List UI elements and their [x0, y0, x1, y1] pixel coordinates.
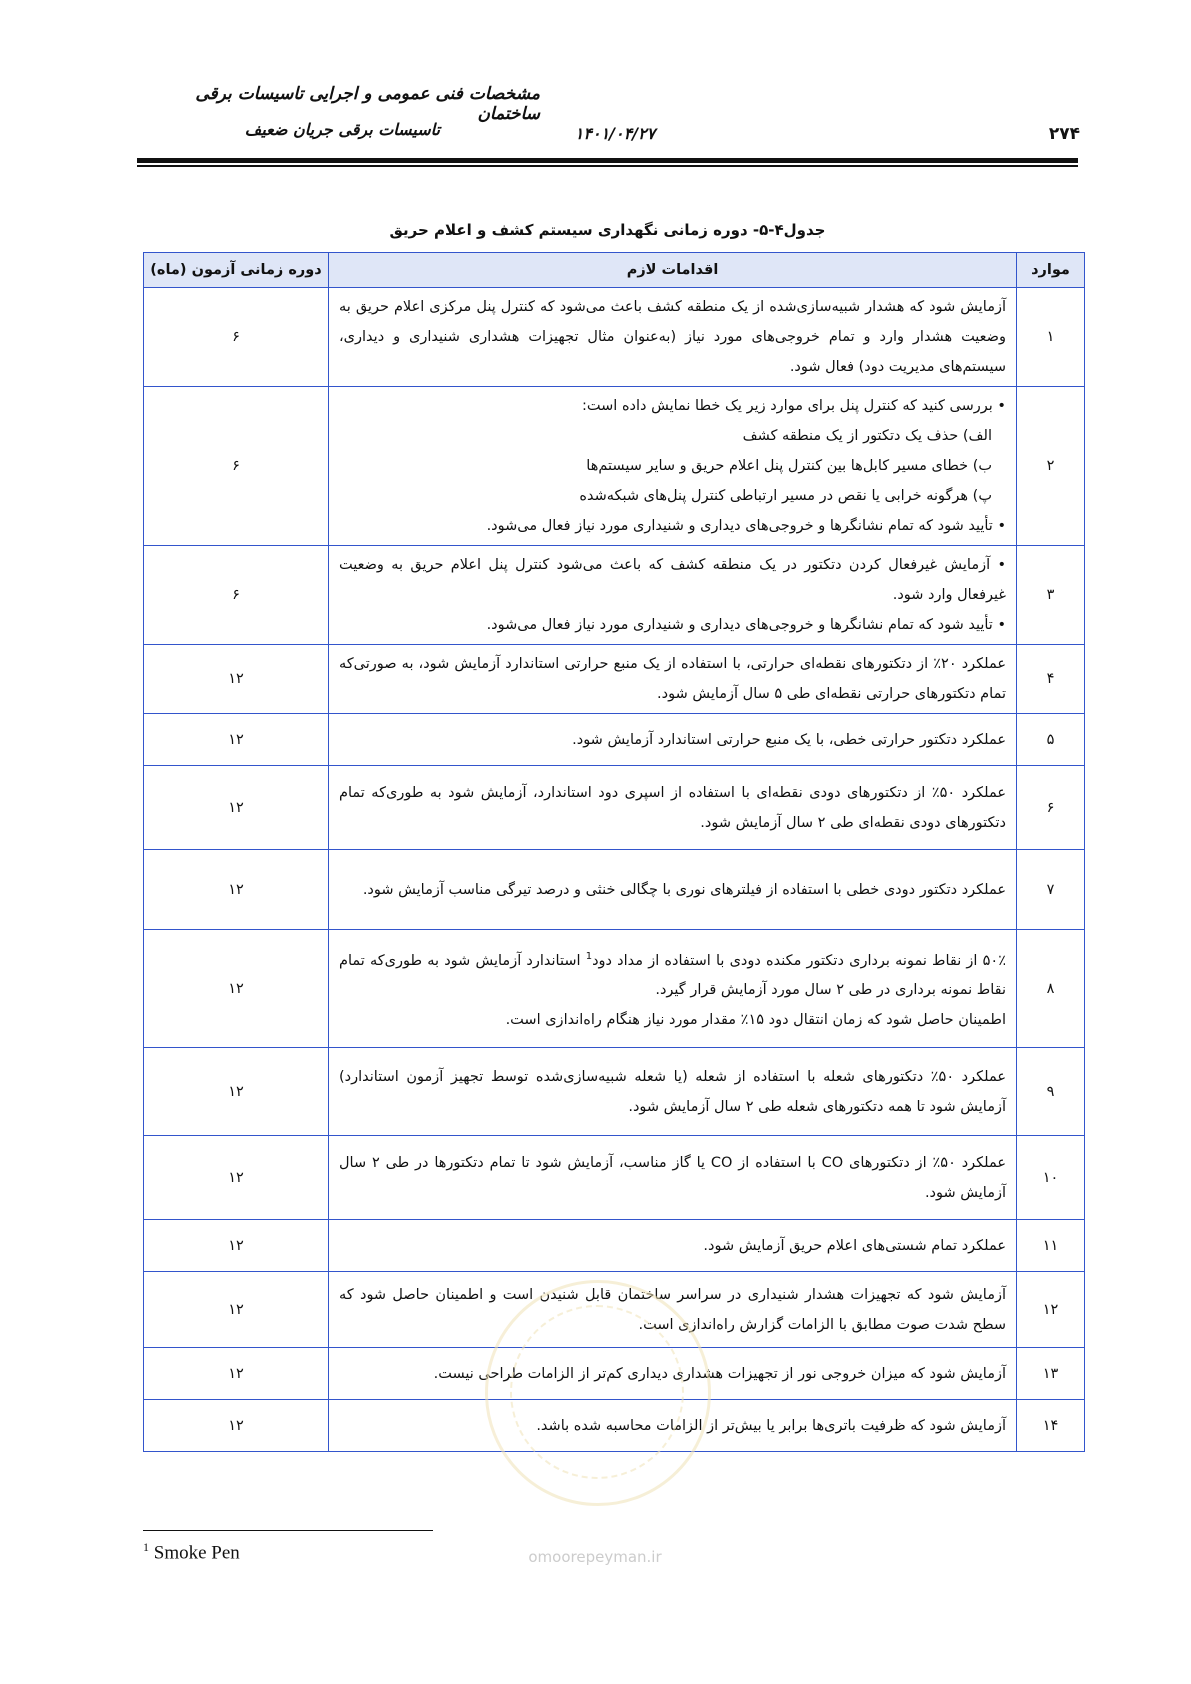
- row-period: ۱۲: [144, 1220, 329, 1272]
- row-actions: [329, 645, 1017, 714]
- action-text: استاندارد آزمایش شود به طوری‌که تمام نقاط نمونه برداری در طی ۲ سال مورد آزمایش قرار گیرد.: [339, 952, 1006, 999]
- row-item-number: ۱۳: [1017, 1348, 1085, 1400]
- action-line: • بررسی کنید که کنترل پنل برای موارد زیر یک خطا نمایش داده است:: [582, 398, 1006, 414]
- action-line: ب) خطای مسیر کابل‌ها بین کنترل پنل اعلام حریق و سایر سیستم‌ها: [586, 458, 992, 474]
- row-item-number: ۱: [1017, 288, 1085, 387]
- row-period: ۱۲: [144, 1048, 329, 1136]
- table-row: [144, 850, 1085, 930]
- row-actions: [329, 850, 1017, 930]
- row-actions: [329, 546, 1017, 645]
- table-row: [144, 1220, 1085, 1272]
- table-caption: جدول۴-۵- دوره زمانی نگهداری سیستم کشف و اعلام حریق: [389, 221, 826, 239]
- footnote-ref: 1: [585, 950, 593, 962]
- table-header-row: [144, 253, 1085, 288]
- row-actions: [329, 1136, 1017, 1220]
- action-line: عملکرد ۲۰٪ از دتکتورهای نقطه‌ای حرارتی، با استفاده از یک منبع حرارتی استاندارد آزمایش شود، به صورتی‌که تمام دتکتورهای حرارتی نقطه‌ای طی ۵ سال آزمایش شود.: [339, 656, 1006, 702]
- row-period: ۱۲: [144, 1400, 329, 1452]
- row-actions: [329, 387, 1017, 546]
- action-line: عملکرد ۵۰٪ دتکتورهای شعله با استفاده از شعله (یا شعله شبیه‌سازی‌شده توسط تجهیز آزمون استاندارد) آزمایش شود تا همه دتکتورهای شعله طی ۲ سال آزمایش شود.: [339, 1068, 1006, 1115]
- action-line: آزمایش شود که ظرفیت باتری‌ها برابر یا بیش‌تر از الزامات محاسبه شده باشد.: [536, 1417, 1006, 1434]
- section-title: تاسیسات برقی جریان ضعیف: [244, 120, 440, 139]
- row-item-number: ۱۴: [1017, 1400, 1085, 1452]
- book-title: مشخصات فنی عمومی و اجرایی تاسیسات برقی ساختمان: [195, 84, 540, 124]
- header-period: دوره زمانی آزمون (ماه): [144, 253, 329, 288]
- row-period: ۱۲: [144, 850, 329, 930]
- row-item-number: ۳: [1017, 546, 1085, 645]
- header-date: ۱۴۰۱/۰۴/۲۷: [574, 124, 656, 143]
- action-line: عملکرد ۵۰٪ از دتکتورهای CO با استفاده از CO یا گاز مناسب، آزمایش شود تا تمام دتکتورها در طی ۲ سال آزمایش شود.: [339, 1154, 1006, 1201]
- action-line: • آزمایش غیرفعال کردن دتکتور در یک منطقه کشف که باعث می‌شود کنترل پنل اعلام حریق به وضعیت غیرفعال وارد شود.: [339, 557, 1006, 603]
- row-item-number: ۱۲: [1017, 1272, 1085, 1348]
- action-line: عملکرد دتکتور حرارتی خطی، با یک منبع حرارتی استاندارد آزمایش شود.: [572, 731, 1006, 748]
- row-actions: [329, 288, 1017, 387]
- row-period: ۱۲: [144, 1348, 329, 1400]
- action-line: عملکرد تمام شستی‌های اعلام حریق آزمایش شود.: [703, 1237, 1006, 1254]
- row-period: ۱۲: [144, 1136, 329, 1220]
- table-row: [144, 930, 1085, 1048]
- row-actions: [329, 714, 1017, 766]
- row-item-number: ۴: [1017, 645, 1085, 714]
- row-actions: [329, 1048, 1017, 1136]
- row-item-number: ۱۰: [1017, 1136, 1085, 1220]
- row-item-number: ۷: [1017, 850, 1085, 930]
- table-row: [144, 288, 1085, 387]
- action-line: آزمایش شود که هشدار شبیه‌سازی‌شده از یک منطقه کشف باعث می‌شود که کنترل پنل مرکزی اعلام حریق به وضعیت هشدار وارد و تمام خروجی‌های مورد نیاز (به‌عنوان مثال تجهیزات هشداری شنیداری و دیداری، سیستم‌های مدیریت دود) فعال شود.: [339, 299, 1006, 375]
- action-line: [339, 942, 1006, 1006]
- action-line: آزمایش شود که میزان خروجی نور از تجهیزات هشداری دیداری کم‌تر از الزامات طراحی نیست.: [433, 1365, 1006, 1382]
- header-item: موارد: [1017, 253, 1085, 288]
- row-item-number: ۲: [1017, 387, 1085, 546]
- header-rule-thick: [137, 158, 1078, 163]
- watermark-url: omoorepeyman.ir: [528, 1548, 662, 1566]
- footnote-text: Smoke Pen: [153, 1542, 240, 1564]
- footnote: [143, 1540, 240, 1564]
- row-period: ۱۲: [144, 1272, 329, 1348]
- row-item-number: ۸: [1017, 930, 1085, 1048]
- row-period: ۱۲: [144, 714, 329, 766]
- row-actions: [329, 930, 1017, 1048]
- row-period: ۱۲: [144, 645, 329, 714]
- row-item-number: ۶: [1017, 766, 1085, 850]
- table-row: [144, 1048, 1085, 1136]
- maintenance-table: [143, 252, 1085, 1452]
- table-row: [144, 714, 1085, 766]
- row-item-number: ۵: [1017, 714, 1085, 766]
- action-line: الف) حذف یک دتکتور از یک منطقه کشف: [742, 428, 992, 444]
- table-row: [144, 1136, 1085, 1220]
- header-rule-thin: [137, 165, 1078, 167]
- action-line: عملکرد ۵۰٪ از دتکتورهای دودی نقطه‌ای با استفاده از اسپری دود استاندارد، آزمایش شود به طوری‌که تمام دتکتورهای دودی نقطه‌ای طی ۲ سال آزمایش شود.: [339, 784, 1006, 831]
- header-actions: اقدامات لازم: [329, 253, 1017, 288]
- row-item-number: ۱۱: [1017, 1220, 1085, 1272]
- row-actions: [329, 766, 1017, 850]
- table-row: [144, 766, 1085, 850]
- page-number: ۲۷۴: [1048, 124, 1080, 144]
- table-row: [144, 645, 1085, 714]
- table-row: [144, 387, 1085, 546]
- action-line: آزمایش شود که تجهیزات هشدار شنیداری در سراسر ساختمان قابل شنیدن است و اطمینان حاصل شود که سطح شدت صوت مطابق با الزامات گزارش راه‌اندازی است.: [339, 1286, 1006, 1333]
- action-line: اطمینان حاصل شود که زمان انتقال دود ۱۵٪ مقدار مورد نیاز هنگام راه‌اندازی است.: [505, 1012, 1006, 1029]
- table-row: [144, 546, 1085, 645]
- row-actions: [329, 1220, 1017, 1272]
- action-text: ۵۰٪ از نقاط نمونه برداری دتکتور مکنده دودی با استفاده از مداد دود: [592, 952, 1006, 969]
- action-line: • تأیید شود که تمام نشانگرها و خروجی‌های دیداری و شنیداری مورد نیاز فعال می‌شود.: [486, 518, 1006, 534]
- table-body: [144, 288, 1085, 1452]
- footnote-rule: [143, 1530, 433, 1531]
- row-period: ۱۲: [144, 766, 329, 850]
- row-period: ۶: [144, 546, 329, 645]
- row-period: ۱۲: [144, 930, 329, 1048]
- row-item-number: ۹: [1017, 1048, 1085, 1136]
- action-line: • تأیید شود که تمام نشانگرها و خروجی‌های دیداری و شنیداری مورد نیاز فعال می‌شود.: [486, 617, 1006, 633]
- footnote-mark: 1: [143, 1540, 149, 1554]
- row-period: ۶: [144, 288, 329, 387]
- row-period: ۶: [144, 387, 329, 546]
- action-line: عملکرد دتکتور دودی خطی با استفاده از فیلترهای نوری با چگالی خنثی و درصد تیرگی مناسب آزمایش شود.: [362, 881, 1006, 898]
- action-line: پ) هرگونه خرابی یا نقص در مسیر ارتباطی کنترل پنل‌های شبکه‌شده: [579, 488, 992, 504]
- watermark-seal: [485, 1280, 711, 1506]
